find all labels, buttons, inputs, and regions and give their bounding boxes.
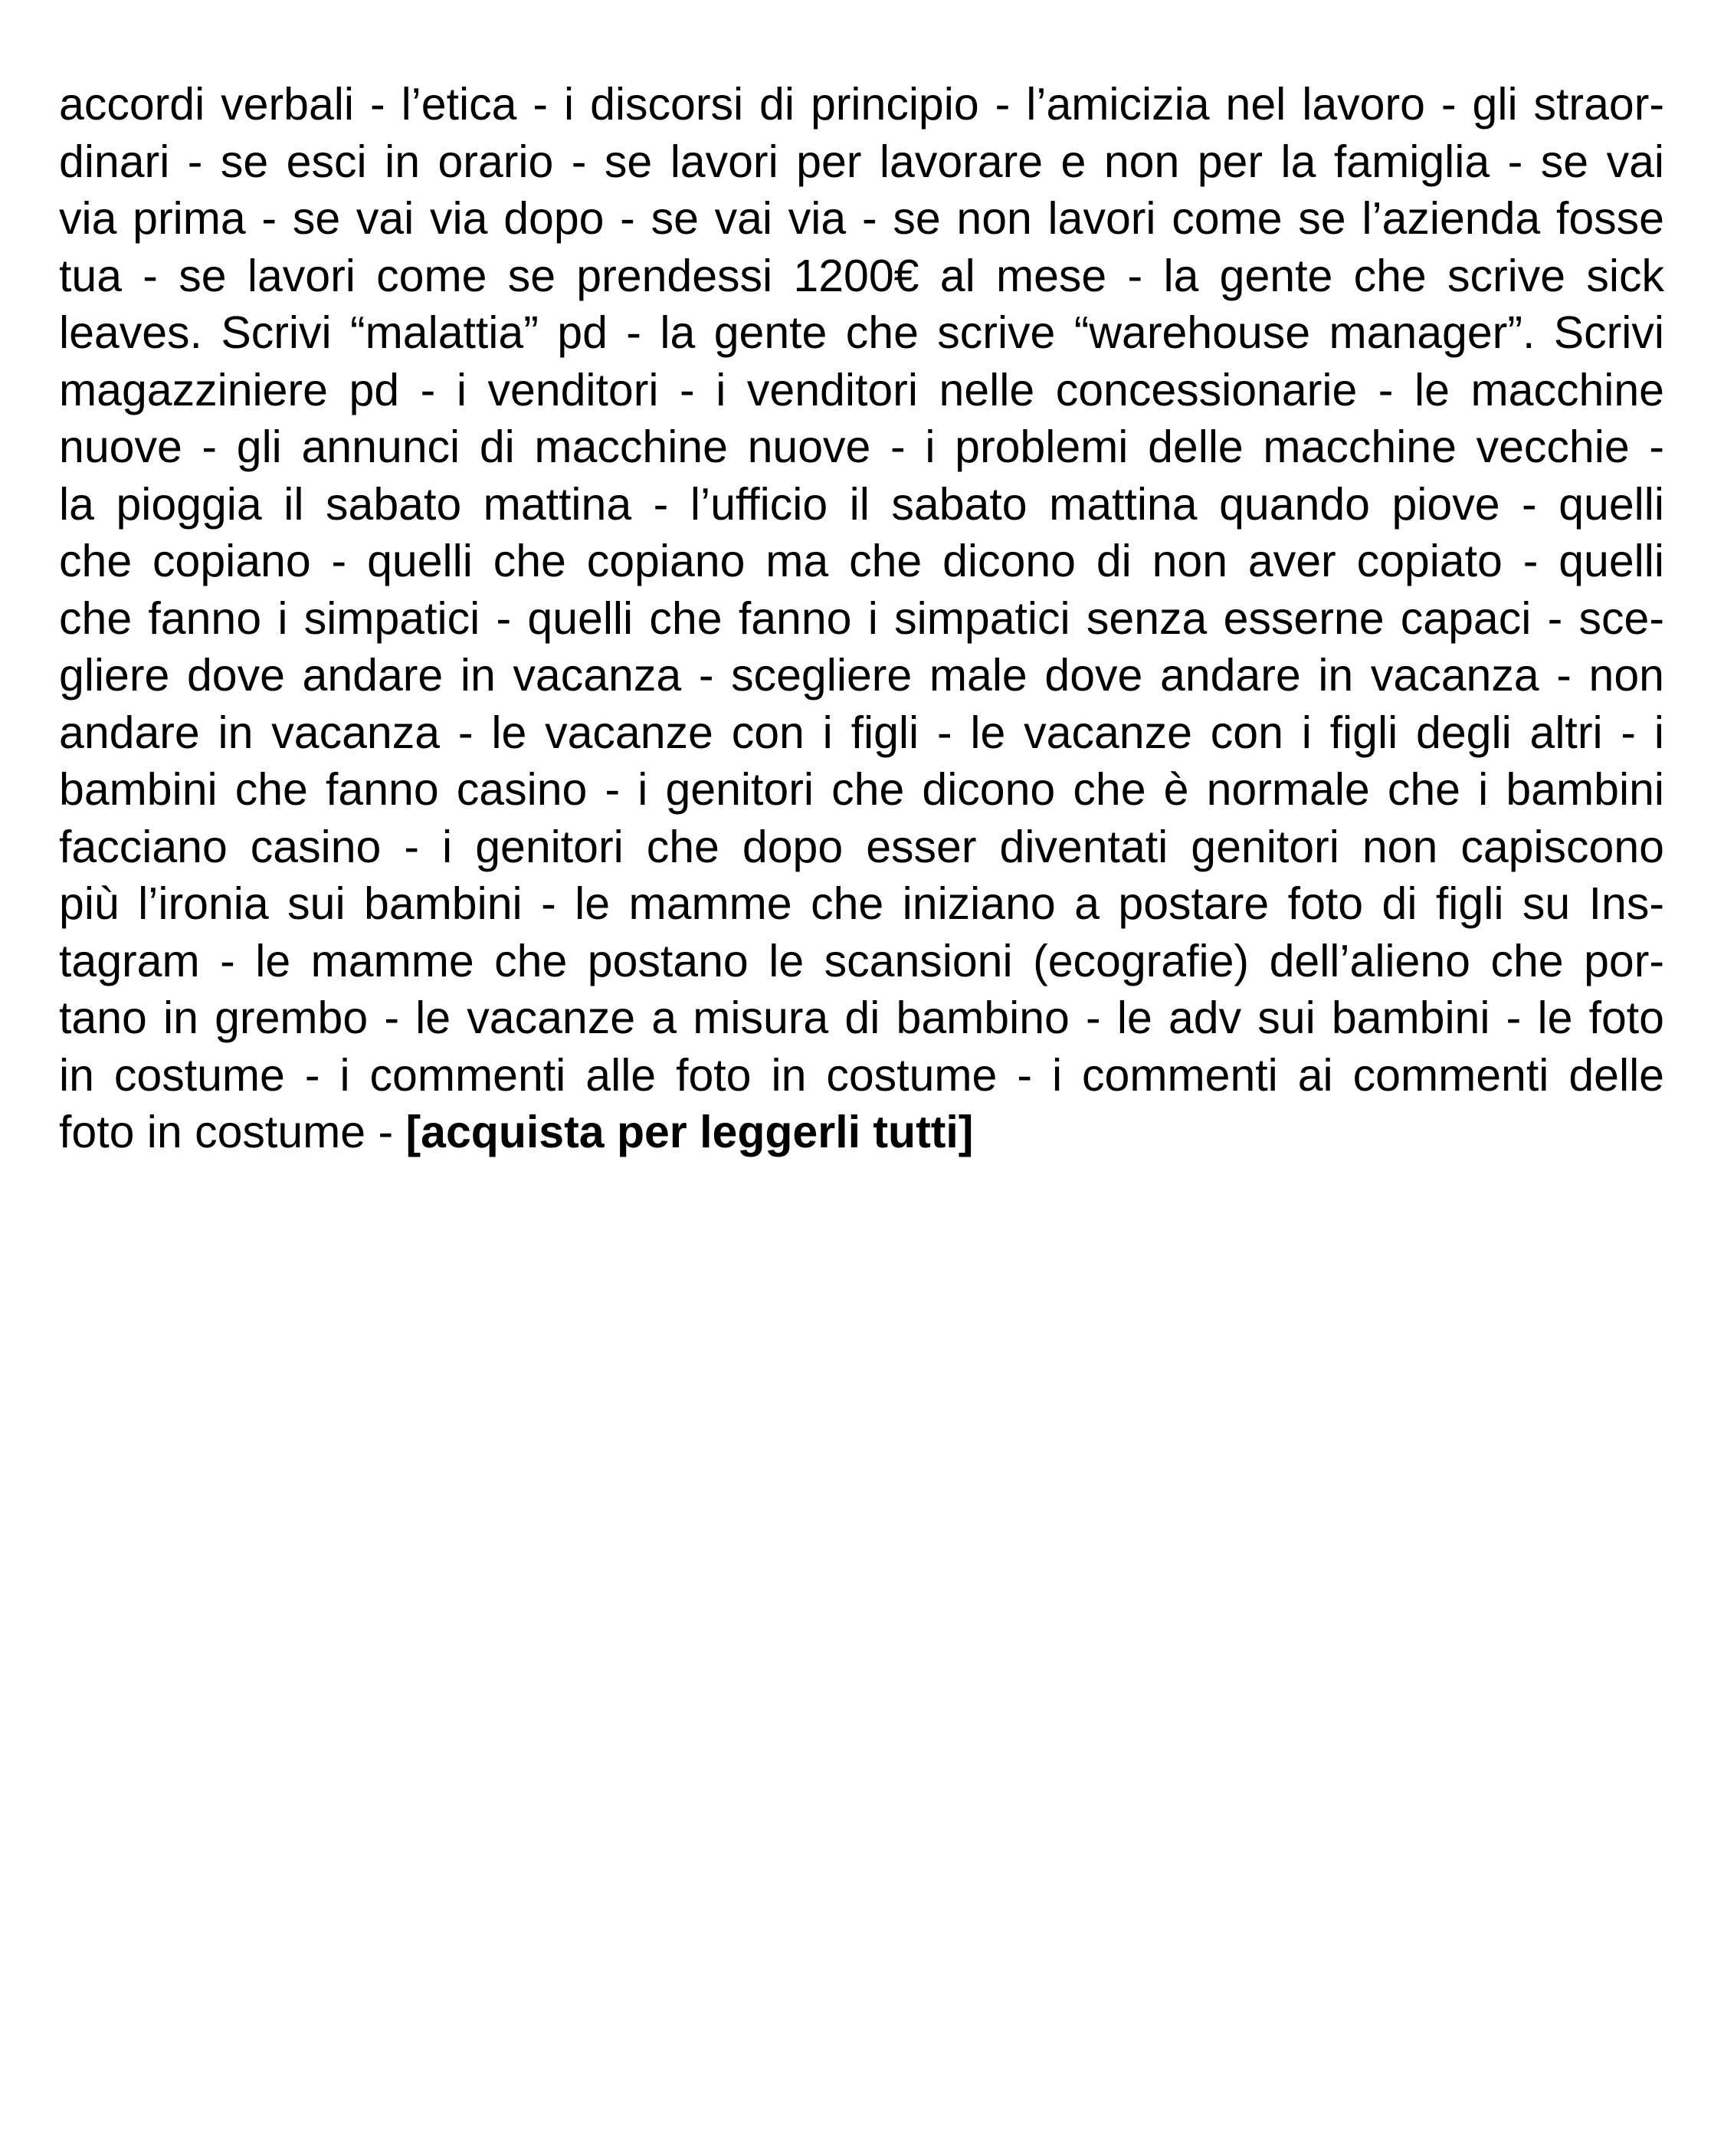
text-line: via prima - se vai via dopo - se vai via - se non lavori come se l’azienda fosse [59,193,1664,244]
text-page [59,76,1664,1161]
text-line: più l’ironia sui bambini - le mamme che iniziano a postare foto di figli su Ins- [59,878,1664,929]
text-line: accordi verbali - l’etica - i discorsi di principio - l’amicizia nel lavoro - gli straor- [59,79,1664,130]
text-line: dinari - se esci in orario - se lavori per lavorare e non per la famiglia - se vai [59,136,1664,187]
text-line: gliere dove andare in vacanza - scegliere male dove andare in vacanza - non [59,650,1664,701]
last-line-text: foto in costume - [59,1107,406,1157]
text-line: che fanno i simpatici - quelli che fanno i simpatici senza esserne capaci - sce- [59,592,1664,644]
buy-to-read-all-cta: [acquista per leggerli tutti] [405,1107,974,1157]
text-line: bambini che fanno casino - i genitori che dicono che è normale che i bambini [59,764,1664,815]
text-line: che copiano - quelli che copiano ma che dicono di non aver copiato - quelli [59,536,1664,586]
text-line: magazziniere pd - i venditori - i venditori nelle concessionarie - le macchine [59,364,1664,415]
text-line: la pioggia il sabato mattina - l’ufficio il sabato mattina quando piove - quelli [59,478,1664,530]
text-line: tagram - le mamme che postano le scansioni (ecografie) dell’alieno che por- [59,935,1664,986]
text-line: facciano casino - i genitori che dopo esser diventati genitori non capiscono [59,821,1664,872]
text-line: leaves. Scrivi “malattia” pd - la gente che scrive “warehouse manager”. Scrivi [59,307,1664,358]
text-line: andare in vacanza - le vacanze con i figli - le vacanze con i figli degli altri - i [59,707,1664,758]
text-line: nuove - gli annunci di macchine nuove - i problemi delle macchine vecchie - [59,422,1664,472]
text-line: tano in grembo - le vacanze a misura di bambino - le adv sui bambini - le foto [59,993,1664,1043]
text-line-last [59,1104,1664,1161]
text-line: tua - se lavori come se prendessi 1200€ al mese - la gente che scrive sick [59,250,1664,301]
text-line: in costume - i commenti alle foto in costume - i commenti ai commenti delle [59,1049,1664,1101]
